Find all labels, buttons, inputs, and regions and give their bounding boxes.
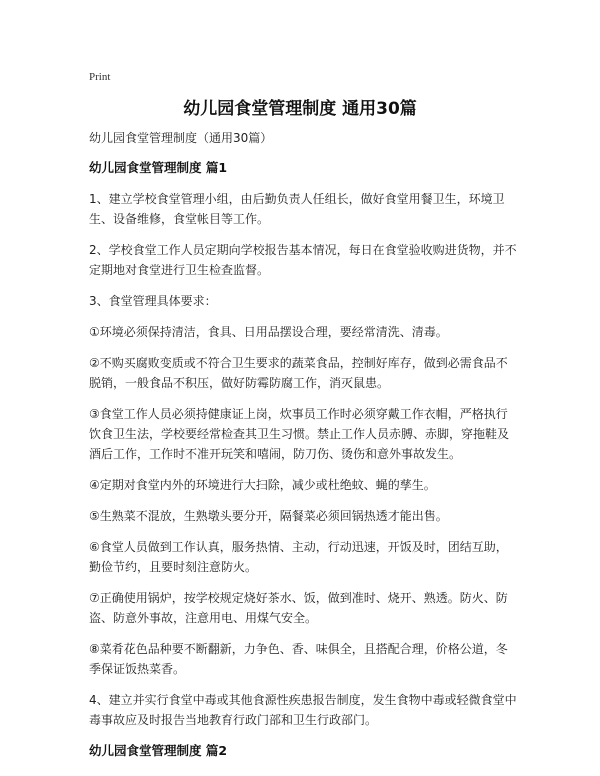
paragraph-9: ⑥食堂人员做到工作认真，服务热情、主动，行动迅速，开饭及时，团结互助，勤俭节约，且要时刻注意防火。 [89,540,508,574]
section-heading-1: 幼儿园食堂管理制度 篇1 [89,160,228,175]
document-subtitle: 幼儿园食堂管理制度（通用30篇） [89,131,273,145]
document-body [89,128,519,772]
paragraph-7: ④定期对食堂内外的环境进行大扫除，减少或杜绝蚊、蝇的孳生。 [89,478,436,492]
paragraph-5: ②不购买腐败变质或不符合卫生要求的蔬菜食品，控制好库存，做到必需食品不脱销，一般食品不积压，做好防霉防腐工作，消灭鼠患。 [89,356,508,390]
paragraph-3: 3、食堂管理具体要求： [89,294,217,308]
paragraph-6: ③食堂工作人员必须持健康证上岗，炊事员工作时必须穿戴工作衣帽，严格执行饮食卫生法，学校要经常检查其卫生习惯。禁止工作人员赤膊、赤脚，穿拖鞋及酒后工作，工作时不准开玩笑和嘻闹，防刀伤、烫伤和意外事故发生。 [89,407,510,461]
paragraph-8: ⑤生熟菜不混放，生熟墩头要分开，隔餐菜必须回锅热透才能出售。 [89,509,448,523]
paragraph-2: 2、学校食堂工作人员定期向学校报告基本情况，每日在食堂验收购进货物，并不定期地对食堂进行卫生检查监督。 [89,243,517,277]
section-heading-2: 幼儿园食堂管理制度 篇2 [89,743,228,758]
paragraph-12: 4、建立并实行食堂中毒或其他食源性疾患报告制度，发生食物中毒或轻微食堂中毒事故应及时报告当地教育行政门部和卫生行政部门。 [89,693,517,727]
document-title: 幼儿园食堂管理制度 通用30篇 [183,99,417,119]
paragraph-1: 1、建立学校食堂管理小组，由后勤负责人任组长，做好食堂用餐卫生，环境卫生、设备维修，食堂帐目等工作。 [89,192,505,226]
paragraph-10: ⑦正确使用锅炉，按学校规定烧好茶水、饭，做到准时、烧开、熟透。防火、防盗、防意外事故，注意用电、用煤气安全。 [89,591,508,625]
print-label: Print [89,71,111,83]
paragraph-4: ①环境必须保持清洁，食具、日用品摆设合理，要经常清洗、清毒。 [89,325,448,339]
paragraph-11: ⑧菜肴花色品种要不断翻新，力争色、香、味俱全，且搭配合理，价格公道，冬季保证饭热菜香。 [89,642,508,676]
